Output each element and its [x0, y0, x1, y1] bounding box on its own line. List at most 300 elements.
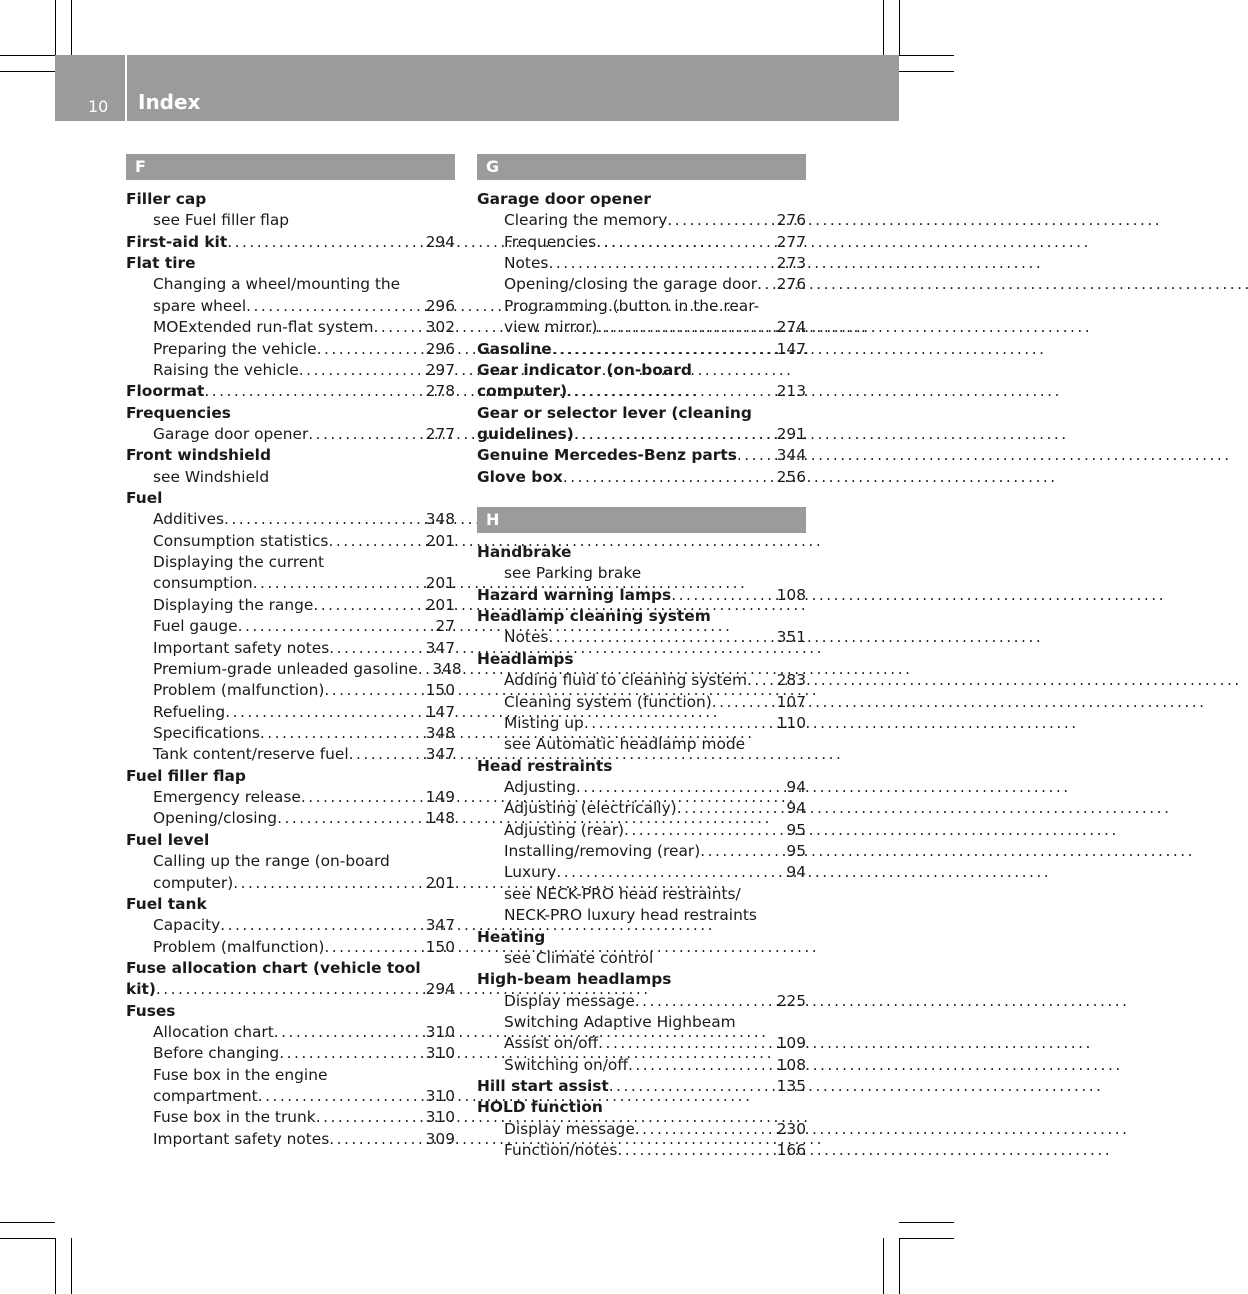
entry-text: MOExtended run-flat system: [153, 318, 374, 337]
entry-text: Additives: [153, 510, 224, 529]
index-subentry: [477, 274, 806, 295]
entry-text: Floormat: [126, 382, 205, 401]
entry-text: Handbrake: [477, 543, 572, 562]
entry-text: Programming (button in the rear-: [504, 296, 760, 315]
dot-leader: [227, 232, 415, 253]
index-subentry: [477, 1055, 806, 1076]
dot-leader: [584, 713, 766, 734]
entry-text: Cleaning system (function): [504, 692, 712, 711]
crop-mark: [899, 55, 954, 56]
index-heading: [477, 445, 806, 466]
index-subentry: [126, 339, 455, 360]
index-subentry: [126, 424, 455, 445]
entry-text: Fuel tank: [126, 894, 207, 913]
dot-leader: [279, 1043, 415, 1064]
index-subentry: [126, 1129, 455, 1150]
entry-text: Display message: [504, 991, 635, 1010]
dot-leader: [328, 531, 415, 552]
index-subentry: [477, 905, 806, 926]
index-heading: [126, 766, 455, 787]
page-reference: 276: [776, 275, 806, 294]
dot-leader: [324, 937, 415, 958]
index-heading: [126, 403, 455, 424]
index-subentry: [477, 296, 806, 317]
index-subentry: [477, 862, 806, 883]
index-heading: [126, 488, 455, 509]
page-reference: 348: [432, 659, 462, 678]
page-reference: 348: [425, 723, 455, 742]
entry-text: Raising the vehicle: [153, 360, 299, 379]
page-reference: 276: [776, 211, 806, 230]
page-reference: 95: [786, 820, 806, 839]
entry-text: Adjusting (rear): [504, 820, 625, 839]
index-subentry: [126, 467, 455, 488]
index-subentry: [126, 509, 455, 530]
page-reference: 108: [776, 585, 806, 604]
index-subentry: [126, 317, 455, 338]
dot-leader: [233, 873, 415, 894]
index-heading: [477, 542, 806, 563]
entry-text: Gear or selector lever (cleaning: [477, 403, 752, 422]
entry-text: Specifications: [153, 723, 260, 742]
dot-leader: [299, 360, 415, 381]
entry-text: Gear indicator (on-board: [477, 360, 692, 379]
dot-leader: [246, 296, 415, 317]
entry-text: Refueling: [153, 702, 226, 721]
index-subentry: [477, 253, 806, 274]
entry-text: Fuel: [126, 489, 163, 508]
entry-text: Garage door opener: [153, 424, 309, 443]
index-heading: [477, 189, 806, 210]
entry-text: Switching on/off: [504, 1055, 628, 1074]
index-subentry: [126, 851, 455, 872]
entry-text: guidelines): [477, 424, 574, 443]
index-heading: [126, 189, 455, 210]
entry-text: Problem (malfunction): [153, 937, 325, 956]
entry-text: see Windshield: [153, 467, 270, 486]
page-reference: 273: [776, 254, 806, 273]
page-reference: 201: [425, 574, 455, 593]
index-heading: [477, 606, 806, 627]
index-subentry: [477, 948, 806, 969]
index-subentry: [126, 659, 462, 680]
page-reference: 201: [425, 531, 455, 550]
index-subentry: [477, 692, 806, 713]
index-heading: [126, 253, 455, 274]
index-subentry: [126, 210, 455, 231]
dot-leader: [308, 424, 415, 445]
index-subentry: [126, 1107, 455, 1128]
page-reference: 274: [776, 318, 806, 337]
index-heading: [126, 894, 455, 915]
entry-text: HOLD function: [477, 1098, 603, 1117]
page-reference: 277: [776, 232, 806, 251]
crop-mark: [0, 1222, 55, 1223]
page-reference: 347: [425, 638, 455, 657]
index-heading: [126, 830, 455, 851]
entry-text: Headlamp cleaning system: [477, 607, 711, 626]
entry-text: Headlamps: [477, 649, 574, 668]
page-reference: 230: [776, 1119, 806, 1138]
crop-mark: [899, 1238, 954, 1239]
dot-leader: [156, 979, 415, 1000]
entry-text: see Parking brake: [504, 564, 642, 583]
index-subentry: [126, 702, 455, 723]
dot-leader: [548, 253, 766, 274]
crop-mark: [899, 0, 900, 55]
index-heading: [477, 1097, 806, 1118]
index-subentry: [126, 680, 455, 701]
index-subentry: [477, 1119, 806, 1140]
index-heading: [477, 339, 806, 360]
entry-text: see Fuel filler flap: [153, 211, 290, 230]
index-subentry: [477, 563, 806, 584]
index-column-right: [477, 154, 806, 1161]
index-heading: [477, 424, 806, 445]
dot-leader: [598, 1033, 766, 1054]
entry-text: Premium-grade unleaded gasoline: [153, 659, 418, 678]
dot-leader: [316, 1107, 415, 1128]
entry-text: Preparing the vehicle: [153, 339, 317, 358]
entry-text: Function/notes: [504, 1141, 618, 1160]
index-subentry: [477, 734, 806, 755]
index-subentry: [126, 638, 455, 659]
dot-leader: [317, 339, 415, 360]
page-reference: 309: [425, 1129, 455, 1148]
dot-leader: [373, 317, 415, 338]
crop-mark: [71, 0, 72, 55]
page-reference: 283: [776, 671, 806, 690]
page-reference: 348: [425, 510, 455, 529]
index-subentry: [477, 317, 806, 338]
page-reference: 296: [425, 339, 455, 358]
page-reference: 347: [425, 745, 455, 764]
dot-leader: [737, 445, 766, 466]
entry-text: Calling up the range (on-board: [153, 852, 390, 871]
crop-mark: [899, 1238, 900, 1294]
index-heading: [477, 927, 806, 948]
index-subentry: [477, 841, 806, 862]
index-subentry: [477, 232, 806, 253]
crop-mark: [0, 1238, 55, 1239]
entry-text: Problem (malfunction): [153, 681, 325, 700]
entry-text: Opening/closing the garage door: [504, 275, 758, 294]
entry-text: Adjusting: [504, 777, 576, 796]
index-subentry: [477, 713, 806, 734]
index-subentry: [126, 1022, 455, 1043]
entry-text: spare wheel: [153, 296, 247, 315]
entry-text: Garage door opener: [477, 190, 651, 208]
dot-leader: [624, 820, 766, 841]
index-subentry: [477, 1140, 806, 1161]
page-reference: 148: [425, 809, 455, 828]
index-heading: [477, 467, 806, 488]
index-subentry: [477, 884, 806, 905]
page-reference: 150: [425, 681, 455, 700]
page-reference: 310: [425, 1108, 455, 1127]
page-reference: 94: [786, 799, 806, 818]
dot-leader: [597, 317, 766, 338]
page-reference: 256: [776, 467, 806, 486]
entry-text: Changing a wheel/mounting the: [153, 275, 401, 294]
entry-text: Frequencies: [126, 403, 231, 422]
index-subentry: [126, 1065, 455, 1086]
page-reference: 310: [425, 1044, 455, 1063]
page-number: 10: [88, 97, 109, 116]
page-reference: 294: [425, 980, 455, 999]
page-reference: 225: [776, 991, 806, 1010]
index-subentry: [126, 915, 455, 936]
entry-text: see Automatic headlamp mode: [504, 735, 746, 754]
entry-text: Before changing: [153, 1044, 280, 1063]
index-subentry: [126, 616, 455, 637]
entry-text: First-aid kit: [126, 232, 228, 251]
entry-text: kit): [126, 980, 156, 999]
dot-leader: [635, 1119, 766, 1140]
dot-leader: [220, 915, 415, 936]
dot-leader: [329, 638, 415, 659]
entry-text: Important safety notes: [153, 1129, 330, 1148]
page-reference: 294: [425, 232, 455, 251]
entry-text: Display message: [504, 1119, 635, 1138]
index-subentry: [126, 360, 455, 381]
index-column-left: [126, 154, 462, 1150]
index-subentry: [477, 670, 806, 691]
dot-leader: [204, 381, 415, 402]
page-reference: 291: [776, 424, 806, 443]
page-reference: 94: [786, 863, 806, 882]
entry-text: Assist on/off: [504, 1034, 599, 1053]
entry-text: Adding fluid to cleaning system: [504, 671, 747, 690]
entry-text: Flat tire: [126, 254, 196, 273]
entry-text: Glove box: [477, 467, 563, 486]
page-reference: 27: [435, 617, 455, 636]
index-heading: [126, 445, 455, 466]
dot-leader: [757, 274, 766, 295]
entry-text: see NECK-PRO head restraints/: [504, 884, 741, 903]
page-reference: 302: [425, 318, 455, 337]
dot-leader: [567, 381, 766, 402]
page-reference: 347: [425, 916, 455, 935]
entry-text: Head restraints: [477, 756, 613, 775]
dot-leader: [277, 808, 415, 829]
entry-text: Displaying the current: [153, 553, 325, 572]
dot-leader: [628, 1055, 766, 1076]
dot-leader: [274, 1022, 415, 1043]
entry-text: Adjusting (electrically): [504, 799, 677, 818]
dot-leader: [329, 1129, 415, 1150]
dot-leader: [667, 210, 766, 231]
entry-text: Notes: [504, 628, 549, 647]
page-reference: 278: [425, 382, 455, 401]
entry-text: compartment: [153, 1087, 258, 1106]
page-reference: 201: [425, 873, 455, 892]
dot-leader: [258, 1086, 415, 1107]
page-reference: 297: [425, 360, 455, 379]
crop-mark: [883, 1238, 884, 1294]
entry-text: computer): [153, 873, 234, 892]
entry-text: Notes: [504, 254, 549, 273]
dot-leader: [552, 339, 766, 360]
dot-leader: [617, 1140, 766, 1161]
entry-text: Filler cap: [126, 190, 207, 208]
page-reference: 135: [776, 1077, 806, 1096]
index-subentry: [477, 627, 806, 648]
dot-leader: [349, 744, 415, 765]
dot-leader: [225, 702, 415, 723]
section-letter-header: G: [477, 154, 806, 180]
entry-text: Opening/closing: [153, 809, 278, 828]
crop-mark: [0, 55, 55, 56]
dot-leader: [576, 777, 766, 798]
page-reference: 149: [425, 788, 455, 807]
dot-leader: [548, 627, 766, 648]
index-heading: [477, 585, 806, 606]
crop-mark: [55, 0, 56, 55]
dot-leader: [324, 680, 415, 701]
index-subentry: [126, 808, 455, 829]
entry-text: view mirror): [504, 318, 598, 337]
entry-text: Displaying the range: [153, 595, 314, 614]
page-reference: 277: [425, 424, 455, 443]
entry-text: Hill start assist: [477, 1077, 609, 1096]
dot-leader: [747, 670, 766, 691]
page-title: Index: [138, 90, 201, 114]
dot-leader: [556, 862, 766, 883]
index-subentry: [126, 573, 455, 594]
page-reference: 166: [776, 1141, 806, 1160]
index-subentry: [477, 798, 806, 819]
page-reference: 201: [425, 595, 455, 614]
index-heading: [126, 979, 455, 1000]
page-reference: 107: [776, 692, 806, 711]
dot-leader: [574, 424, 766, 445]
entry-text: Capacity: [153, 916, 221, 935]
crop-mark: [0, 71, 55, 72]
index-subentry: [126, 873, 455, 894]
entry-text: consumption: [153, 574, 253, 593]
entry-text: Clearing the memory: [504, 211, 668, 230]
section-letter-header: H: [477, 507, 806, 533]
index-subentry: [477, 991, 806, 1012]
header-divider: [125, 55, 127, 121]
entry-text: Gasoline: [477, 339, 552, 358]
page-reference: 351: [776, 628, 806, 647]
index-subentry: [126, 1086, 455, 1107]
page-header: [55, 55, 899, 121]
page-reference: 108: [776, 1055, 806, 1074]
index-subentry: [477, 1012, 806, 1033]
index-subentry: [126, 937, 455, 958]
entry-text: Fuel gauge: [153, 617, 238, 636]
page-reference: 344: [776, 446, 806, 465]
entry-text: NECK-PRO luxury head restraints: [504, 906, 757, 925]
index-subentry: [477, 820, 806, 841]
dot-leader: [224, 509, 415, 530]
index-heading: [477, 381, 806, 402]
entry-text: Luxury: [504, 863, 557, 882]
entry-text: Consumption statistics: [153, 531, 329, 550]
page-reference: 147: [425, 702, 455, 721]
index-subentry: [126, 274, 455, 295]
index-heading: [477, 403, 806, 424]
dot-leader: [563, 467, 766, 488]
dot-leader: [238, 616, 415, 637]
entry-text: Fuse box in the engine: [153, 1065, 328, 1084]
entry-text: Allocation chart: [153, 1023, 274, 1042]
dot-leader: [253, 573, 415, 594]
entry-text: High-beam headlamps: [477, 970, 672, 989]
index-subentry: [126, 1043, 455, 1064]
entry-text: see Climate control: [504, 948, 654, 967]
index-heading: [477, 649, 806, 670]
entry-text: Fuse box in the trunk: [153, 1108, 316, 1127]
dot-leader: [700, 841, 766, 862]
section-letter-header: F: [126, 154, 455, 180]
entry-text: Emergency release: [153, 788, 301, 807]
dot-leader: [635, 991, 766, 1012]
index-heading: [477, 756, 806, 777]
entry-text: Genuine Mercedes-Benz parts: [477, 446, 737, 465]
index-heading: [126, 1001, 455, 1022]
entry-text: Fuse allocation chart (vehicle tool: [126, 958, 421, 977]
dot-leader: [301, 787, 415, 808]
entry-text: computer): [477, 382, 568, 401]
index-heading: [126, 381, 455, 402]
page-reference: 310: [425, 1087, 455, 1106]
page-reference: 213: [776, 382, 806, 401]
index-subentry: [126, 552, 455, 573]
index-subentry: [126, 744, 455, 765]
index-subentry: [126, 595, 455, 616]
index-subentry: [477, 1033, 806, 1054]
crop-mark: [883, 0, 884, 55]
crop-mark: [899, 1222, 954, 1223]
dot-leader: [712, 692, 766, 713]
dot-leader: [677, 798, 766, 819]
entry-text: Heating: [477, 927, 546, 946]
page-reference: 310: [425, 1023, 455, 1042]
page-reference: 94: [786, 777, 806, 796]
index-heading: [126, 958, 455, 979]
dot-leader: [671, 585, 766, 606]
index-subentry: [126, 531, 455, 552]
index-heading: [126, 232, 455, 253]
page-reference: 147: [776, 339, 806, 358]
dot-leader: [313, 595, 415, 616]
entry-text: Hazard warning lamps: [477, 585, 672, 604]
entry-text: Fuel level: [126, 830, 210, 849]
entry-text: Important safety notes: [153, 638, 330, 657]
crop-mark: [71, 1238, 72, 1294]
crop-mark: [55, 1238, 56, 1294]
page-reference: 109: [776, 1034, 806, 1053]
index-subentry: [477, 210, 806, 231]
dot-leader: [596, 232, 766, 253]
page-reference: 150: [425, 937, 455, 956]
entry-text: Fuses: [126, 1001, 176, 1020]
entry-text: Switching Adaptive Highbeam: [504, 1012, 736, 1031]
entry-text: Tank content/reserve fuel: [153, 745, 349, 764]
index-subentry: [126, 296, 455, 317]
entry-text: Installing/removing (rear): [504, 842, 701, 861]
page-reference: 296: [425, 296, 455, 315]
entry-text: Misting up: [504, 713, 584, 732]
index-subentry: [477, 777, 806, 798]
page-reference: 95: [786, 842, 806, 861]
page-reference: 110: [776, 713, 806, 732]
index-subentry: [126, 723, 455, 744]
